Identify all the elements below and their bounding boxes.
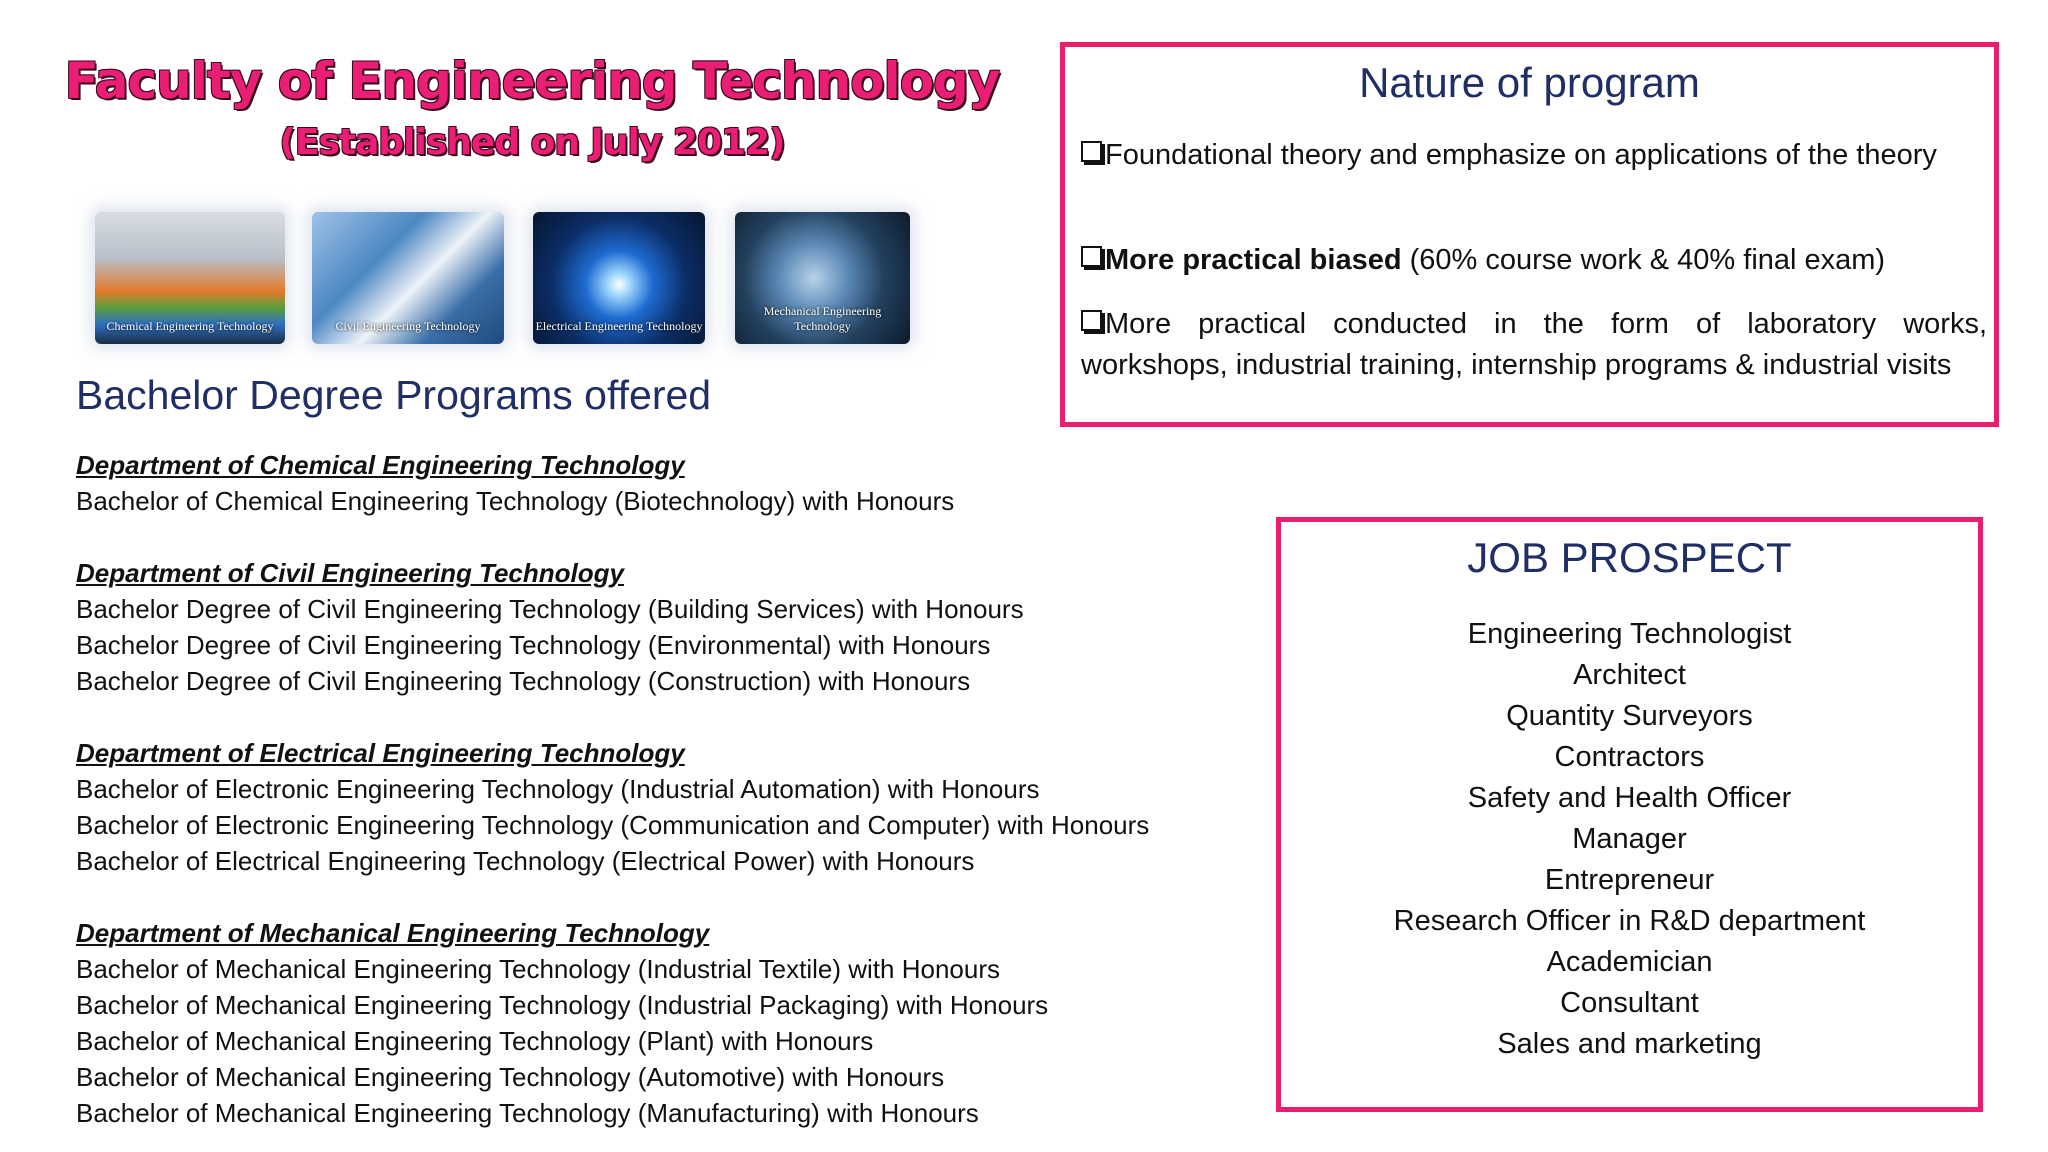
- faculty-title: Faculty of Engineering Technology: [64, 52, 1000, 110]
- nature-point: [1081, 240, 1987, 281]
- job-item: Sales and marketing: [1497, 1028, 1762, 1060]
- image-caption: Civil Engineering Technology: [335, 319, 481, 333]
- job-item: Safety and Health Officer: [1467, 782, 1792, 814]
- programs-heading: Bachelor Degree Programs offered: [76, 372, 712, 418]
- nature-point-text: (60% course work & 40% final exam): [1401, 244, 1886, 276]
- program-item: Bachelor Degree of Civil Engineering Technology (Construction) with Honours: [76, 666, 971, 696]
- job-item: Contractors: [1554, 741, 1705, 773]
- nature-of-program-box: [1060, 42, 1999, 427]
- job-prospect-box: [1276, 517, 1983, 1112]
- program-item: Bachelor of Mechanical Engineering Technology (Automotive) with Honours: [76, 1062, 945, 1092]
- nature-point: [1081, 304, 1987, 386]
- department-block: [76, 735, 1149, 879]
- program-item: Bachelor Degree of Civil Engineering Technology (Building Services) with Honours: [76, 594, 1024, 624]
- department-name: Department of Chemical Engineering Technology: [76, 450, 685, 480]
- job-item: Quantity Surveyors: [1506, 700, 1753, 732]
- program-item: Bachelor Degree of Civil Engineering Technology (Environmental) with Honours: [76, 630, 991, 660]
- department-name: Department of Mechanical Engineering Technology: [76, 918, 710, 948]
- program-item: Bachelor of Electronic Engineering Technology (Industrial Automation) with Honours: [76, 774, 1040, 804]
- job-item: Engineering Technologist: [1467, 618, 1792, 650]
- department-block: [76, 555, 1024, 699]
- job-list: [1281, 614, 1978, 1065]
- mechanical-engineering-image: [735, 212, 910, 344]
- department-block: [76, 915, 1048, 1131]
- program-item: Bachelor of Mechanical Engineering Technology (Industrial Textile) with Honours: [76, 954, 1000, 984]
- checkbox-bullet-icon: [1081, 141, 1102, 162]
- nature-heading: Nature of program: [1359, 59, 1700, 106]
- image-caption: Electrical Engineering Technology: [535, 319, 703, 333]
- department-block: [76, 447, 954, 519]
- program-item: Bachelor of Mechanical Engineering Technology (Manufacturing) with Honours: [76, 1098, 979, 1128]
- program-item: Bachelor of Mechanical Engineering Technology (Plant) with Honours: [76, 1026, 874, 1056]
- program-item: Bachelor of Mechanical Engineering Technology (Industrial Packaging) with Honours: [76, 990, 1049, 1020]
- job-item: Research Officer in R&D department: [1393, 905, 1866, 937]
- job-item: Manager: [1572, 823, 1687, 855]
- image-caption: Mechanical Engineering Technology: [763, 304, 882, 333]
- job-item: Academician: [1546, 946, 1713, 978]
- job-item: Architect: [1573, 659, 1686, 691]
- chemical-engineering-image: [95, 212, 285, 344]
- nature-point-bold: More practical biased: [1105, 244, 1402, 276]
- image-caption: Chemical Engineering Technology: [106, 319, 274, 333]
- faculty-established: (Established on July 2012): [279, 122, 785, 163]
- job-item: Entrepreneur: [1544, 864, 1715, 896]
- job-prospect-heading: JOB PROSPECT: [1467, 534, 1792, 581]
- program-item: Bachelor of Chemical Engineering Technology (Biotechnology) with Honours: [76, 486, 955, 516]
- job-item: Consultant: [1560, 987, 1699, 1019]
- nature-point: [1081, 135, 1987, 176]
- nature-point-text: Foundational theory and emphasize on applications of the theory: [1105, 139, 1937, 171]
- checkbox-bullet-icon: [1081, 310, 1102, 331]
- checkbox-bullet-icon: [1081, 246, 1102, 267]
- department-name: Department of Electrical Engineering Technology: [76, 738, 685, 768]
- department-name: Department of Civil Engineering Technology: [76, 558, 624, 588]
- electrical-engineering-image: [533, 212, 705, 344]
- nature-point-text: More practical conducted in the form of laboratory works, workshops, industrial training, internship programs & industrial visits: [1081, 308, 1987, 381]
- program-item: Bachelor of Electrical Engineering Technology (Electrical Power) with Honours: [76, 846, 975, 876]
- program-item: Bachelor of Electronic Engineering Technology (Communication and Computer) with Honours: [76, 810, 1150, 840]
- civil-engineering-image: [312, 212, 504, 344]
